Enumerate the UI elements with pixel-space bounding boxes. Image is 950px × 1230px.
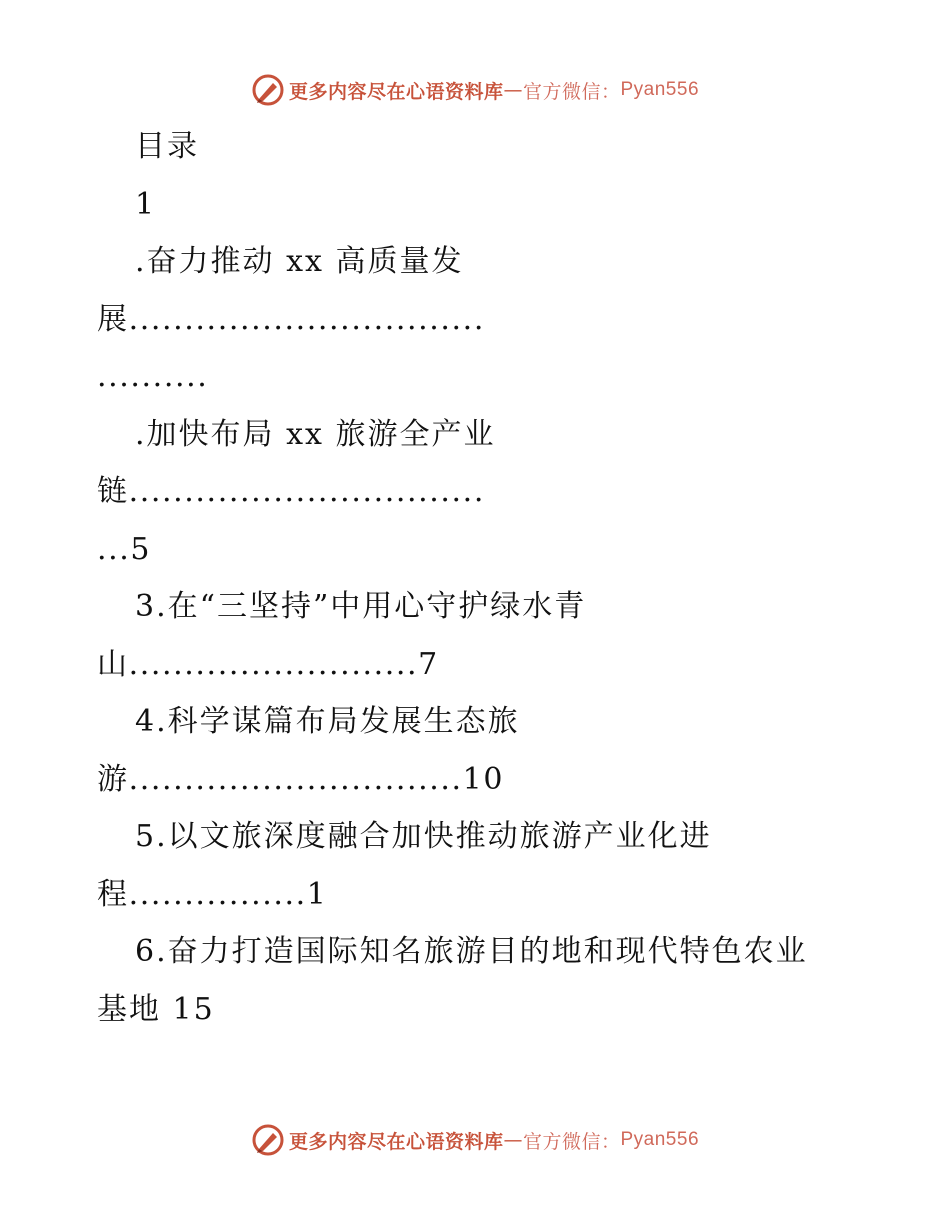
- toc-entry-2-leader[interactable]: 链................................: [97, 474, 485, 509]
- banner-account: Pyan556: [620, 79, 700, 100]
- toc-entry-5-leader[interactable]: 程................1: [97, 876, 328, 912]
- toc-entry-4-title[interactable]: 4.科学谋篇布局发展生态旅: [135, 704, 520, 739]
- toc-entry-1-title[interactable]: .奋力推动 xx 高质量发: [135, 244, 464, 279]
- toc-entry-3-title[interactable]: 3.在“三坚持”中用心守护绿水青: [135, 589, 587, 624]
- table-of-contents: [97, 118, 857, 1038]
- toc-entry-6-leader[interactable]: 基地 15: [97, 991, 215, 1027]
- toc-entry-5-title[interactable]: 5.以文旅深度融合加快推动旅游产业化进: [135, 819, 712, 854]
- banner-dash: —: [503, 1129, 523, 1151]
- toc-entry-2-title[interactable]: .加快布局 xx 旅游全产业: [135, 416, 496, 452]
- banner-account: Pyan556: [620, 1129, 700, 1150]
- banner-main-text: 更多内容尽在心语资料库: [288, 1130, 504, 1153]
- toc-entry-1-leader-cont[interactable]: ..........: [97, 359, 209, 394]
- banner-sub-text: 官方微信：: [522, 80, 621, 103]
- toc-entry-6-title[interactable]: 6.奋力打造国际知名旅游目的地和现代特色农业: [135, 934, 808, 969]
- pen-logo-icon: [251, 73, 285, 107]
- banner-dash: —: [503, 79, 523, 101]
- banner-sub-text: 官方微信：: [522, 1130, 621, 1153]
- header-banner: [0, 72, 950, 108]
- pen-logo-icon: [251, 1123, 285, 1157]
- toc-number: 1: [135, 186, 157, 222]
- toc-entry-3-leader[interactable]: 山..........................7: [97, 646, 439, 682]
- toc-entry-1-leader[interactable]: 展................................: [97, 301, 485, 337]
- toc-title: 目录: [135, 129, 199, 164]
- banner-main-text: 更多内容尽在心语资料库: [288, 80, 504, 103]
- footer-banner: [0, 1122, 950, 1158]
- toc-entry-4-leader[interactable]: 游..............................10: [97, 761, 505, 797]
- toc-entry-2-page[interactable]: ...5: [97, 531, 152, 567]
